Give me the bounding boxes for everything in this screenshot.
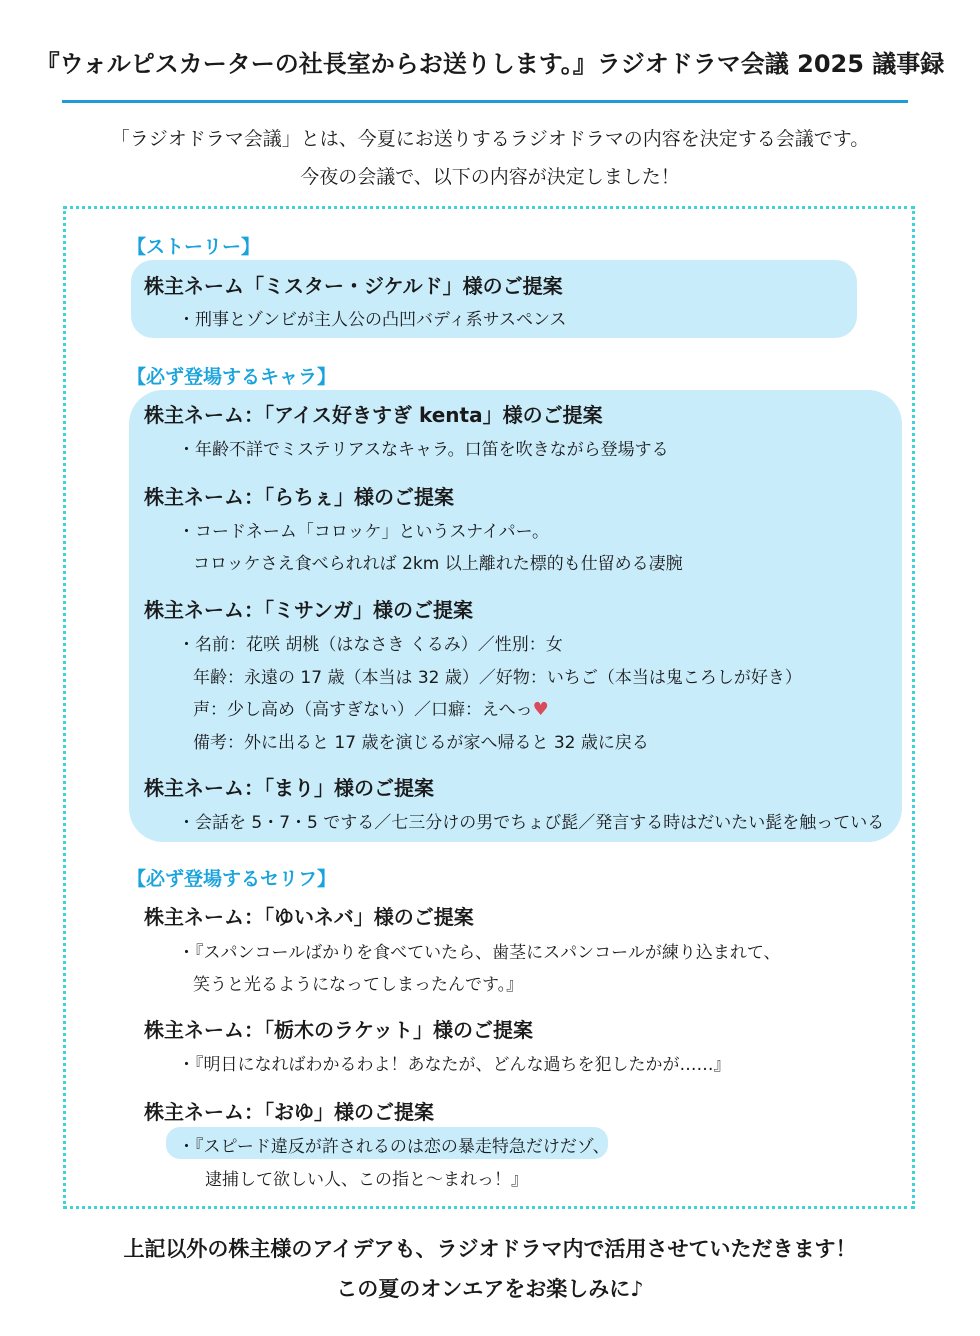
character-2-line-1: ・コードネーム「コロッケ」というスナイパー。	[178, 522, 549, 542]
character-1-line: ・年齢不詳でミステリアスなキャラ。口笛を吹きながら登場する	[178, 440, 669, 460]
characters-heading: 【必ず登場するキャラ】	[127, 366, 337, 388]
line-1-text-2: 笑うと光るようになってしまったんです。』	[193, 975, 524, 995]
character-4-line: ・会話を 5・7・5 でする／七三分けの男でちょび髭／発言する時はだいたい髭を触っている	[178, 813, 885, 833]
closing-line-1: 上記以外の株主様のアイデアも、ラジオドラマ内で活用させていただきます！	[123, 1237, 857, 1261]
line-3-text-1: ・『スピード違反が許されるのは恋の暴走特急だけだゾ、	[178, 1137, 610, 1157]
line-2-text: ・『明日になればわかるわよ！あなたが、どんな過ちを犯したかが……』	[178, 1055, 731, 1075]
closing-line-2: この夏のオンエアをお楽しみに♪	[336, 1277, 644, 1301]
line-1-proposer: 株主ネーム：「ゆいネバ」様のご提案	[144, 905, 474, 929]
lines-heading: 【必ず登場するセリフ】	[127, 868, 337, 890]
intro-line-2: 今夜の会議で、以下の内容が決定しました！	[300, 166, 680, 188]
page-title: 『ウォルピスカーターの社長室からお送りします。』ラジオドラマ会議 2025 議事録	[35, 50, 945, 78]
intro-line-1: 「ラジオドラマ会議」とは、今夏にお送りするラジオドラマの内容を決定する会議です。	[110, 128, 870, 150]
story-line: ・刑事とゾンビが主人公の凸凹バディ系サスペンス	[178, 310, 567, 330]
title-divider	[62, 100, 908, 103]
heart-icon: ♥	[532, 699, 549, 720]
character-3-proposer: 株主ネーム：「ミサンガ」様のご提案	[144, 598, 473, 622]
character-2-line-2: コロッケさえ食べられれば 2km 以上離れた標的も仕留める凄腕	[193, 554, 683, 574]
character-3-line-3-text: 声：少し高め（高すぎない）／口癖：えへっ	[193, 700, 533, 720]
character-2-proposer: 株主ネーム：「らちぇ」様のご提案	[144, 485, 454, 509]
story-heading: 【ストーリー】	[127, 236, 261, 258]
line-3-text-2: 逮捕して欲しい人、この指と～まれっ！』	[205, 1170, 528, 1190]
line-1-text-1: ・『スパンコールばかりを食べていたら、歯茎にスパンコールが練り込まれて、	[178, 943, 781, 963]
line-2-proposer: 株主ネーム：「栃木のラケット」様のご提案	[144, 1018, 533, 1042]
character-3-line-1: ・名前：花咲 胡桃（はなさき くるみ）／性別：女	[178, 635, 563, 655]
line-3-proposer: 株主ネーム：「おゆ」様のご提案	[144, 1100, 434, 1124]
character-3-line-2: 年齢：永遠の 17 歳（本当は 32 歳）／好物：いちご（本当は鬼ころしが好き）	[193, 668, 802, 688]
character-4-proposer: 株主ネーム：「まり」様のご提案	[144, 776, 434, 800]
character-3-line-4: 備考：外に出ると 17 歳を演じるが家へ帰ると 32 歳に戻る	[193, 733, 649, 753]
character-3-line-3	[193, 695, 549, 720]
character-1-proposer: 株主ネーム：「アイス好きすぎ kenta」様のご提案	[144, 403, 603, 427]
story-proposer: 株主ネーム「ミスター・ジケルド」様のご提案	[144, 274, 563, 298]
